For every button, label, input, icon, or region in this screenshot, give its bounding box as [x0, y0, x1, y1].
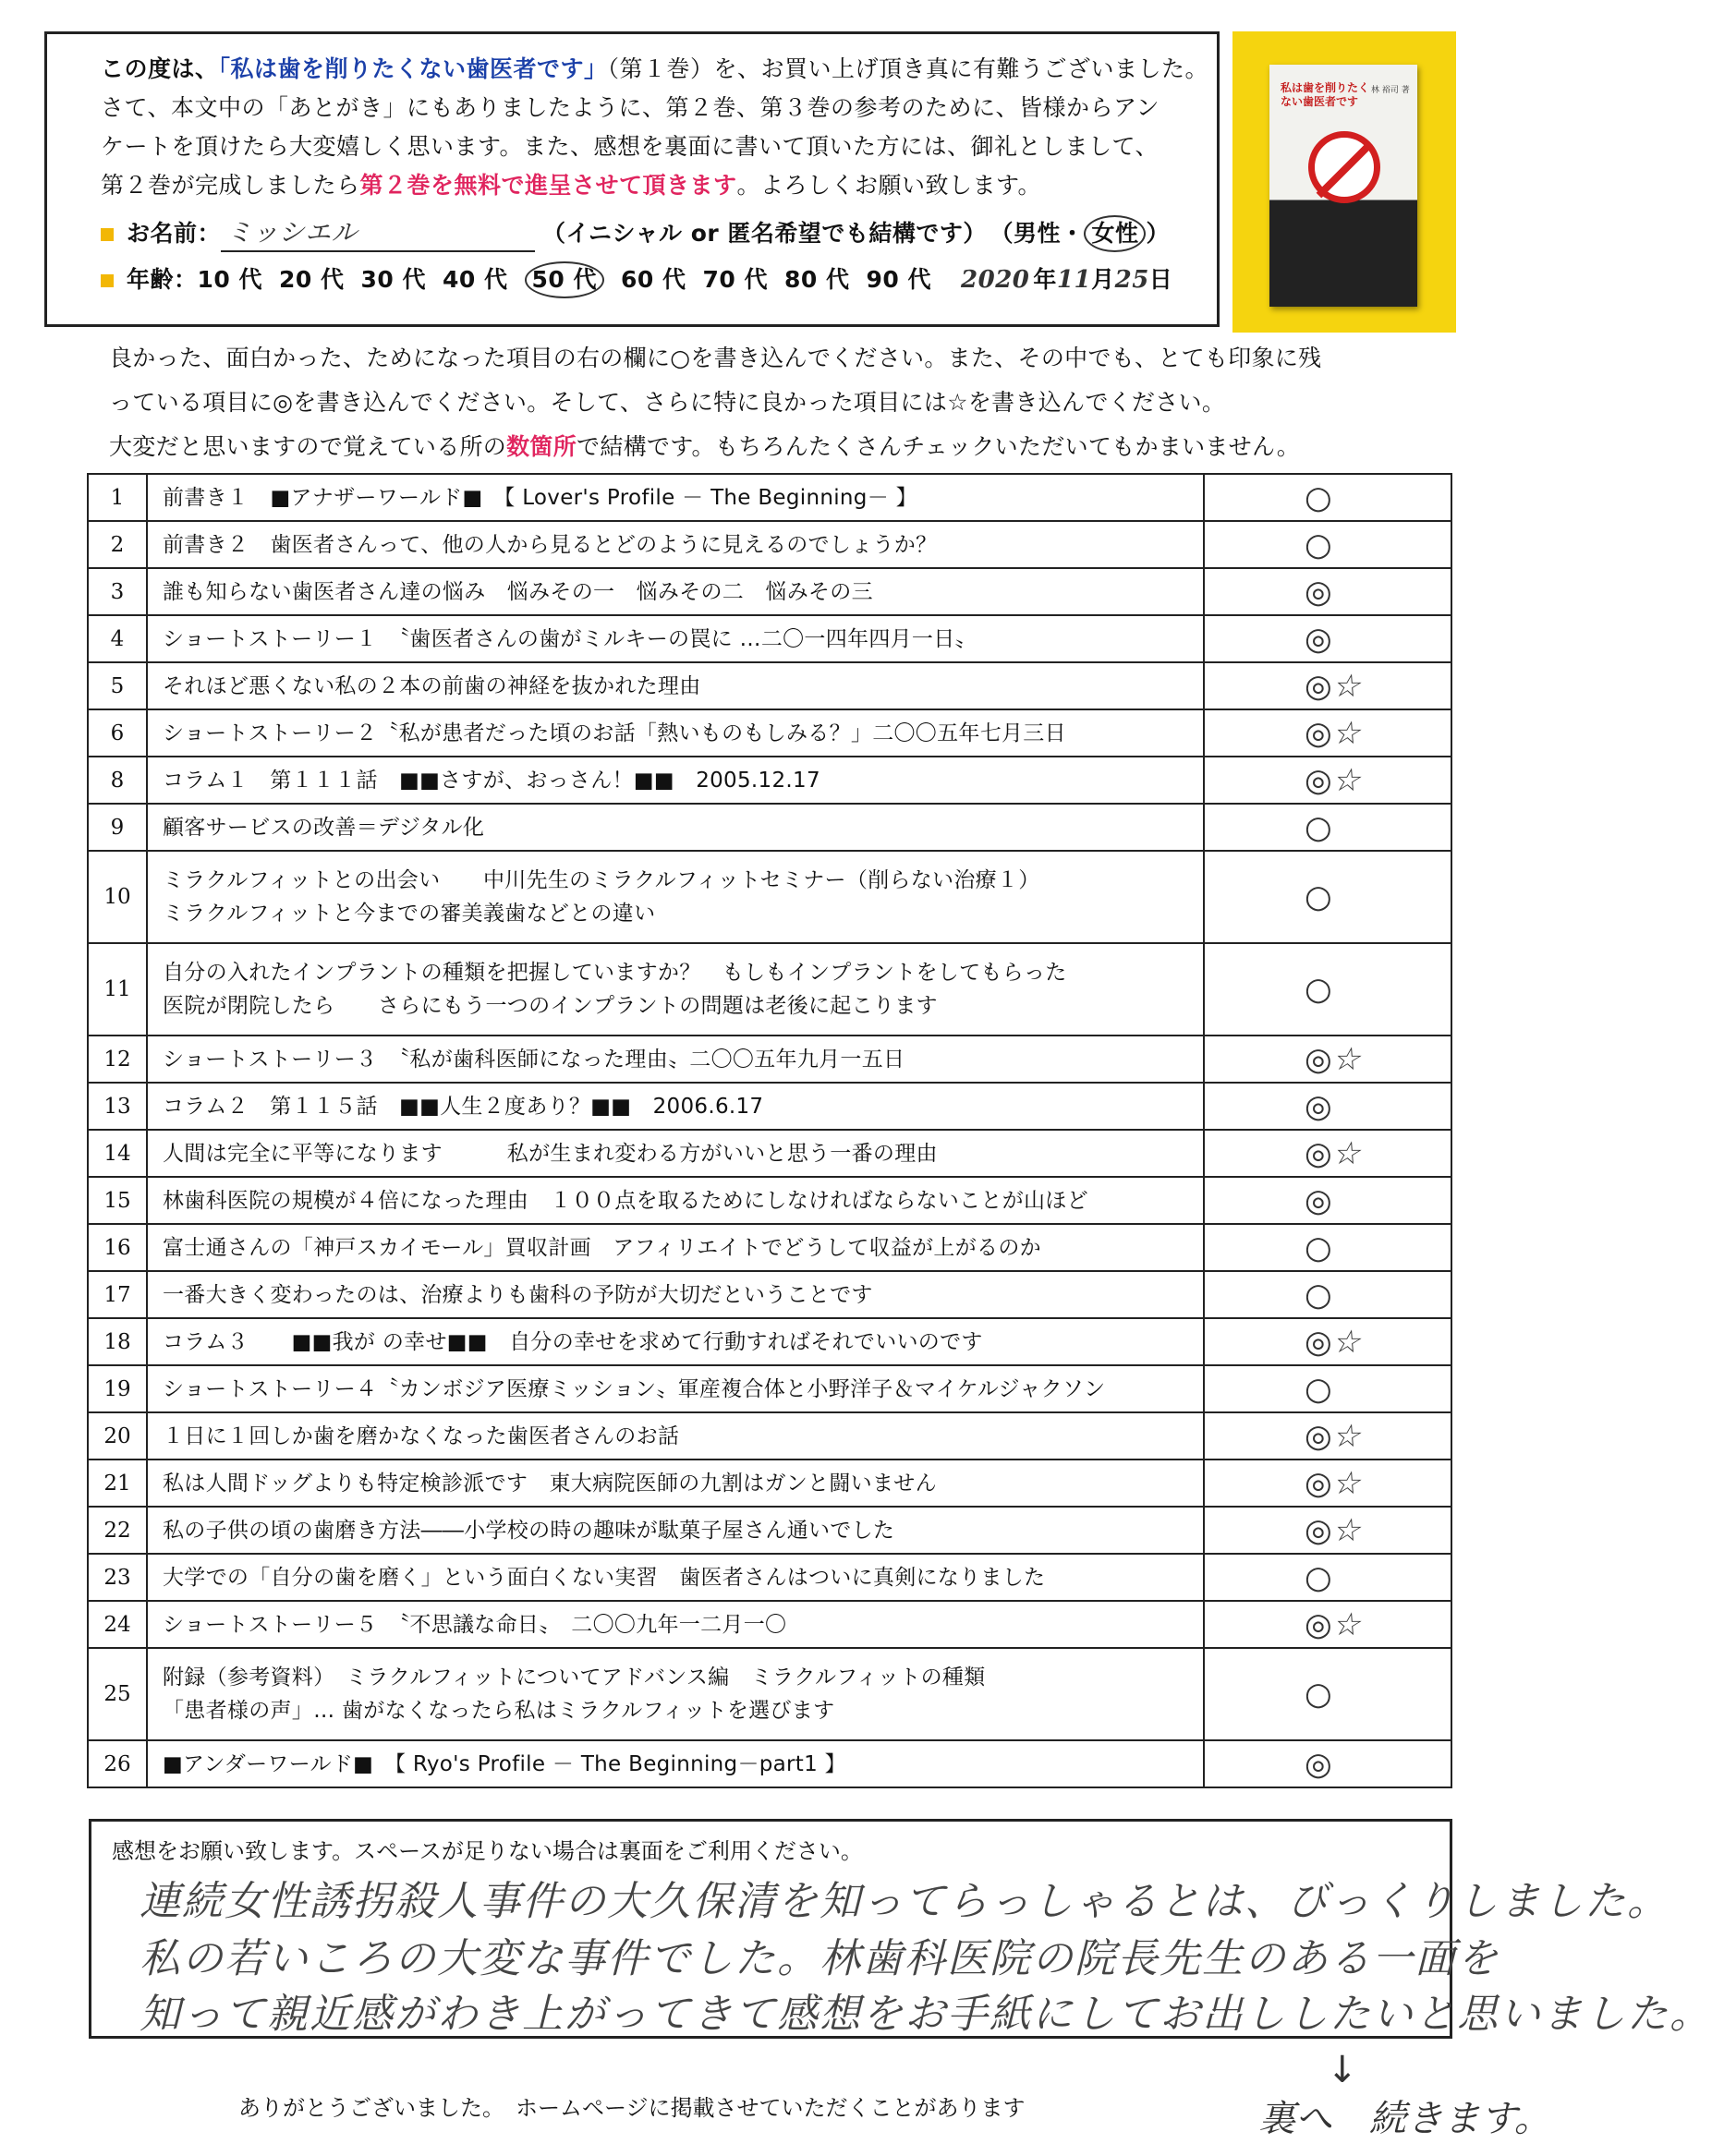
impression-line: 連続女性誘拐殺人事件の大久保清を知ってらっしゃるとは、びっくりしました。: [140, 1878, 1670, 1925]
item-number: 16: [88, 1224, 147, 1271]
table-row: [88, 804, 1451, 851]
intro-line-4: [101, 169, 1041, 202]
item-title: [147, 1318, 1204, 1365]
down-arrow-icon: ↓: [1327, 2049, 1358, 2091]
rating-mark[interactable]: ○: [1204, 1224, 1451, 1271]
impression-line: 知って親近感がわき上がってきて感想をお手紙にしてお出ししたいと思いました。: [140, 1991, 1712, 2038]
table-row: [88, 757, 1451, 804]
rating-mark[interactable]: ○: [1204, 851, 1451, 943]
intro-line-3: ケートを頂けたら大変嬉しく思います。また、感想を裏面に書いて頂いた方には、御礼としまして、: [101, 133, 1160, 160]
item-number: 17: [88, 1271, 147, 1318]
table-row: [88, 1740, 1451, 1787]
item-title: [147, 662, 1204, 709]
age-option[interactable]: 10 代: [197, 266, 263, 293]
name-row: [101, 215, 1170, 252]
item-number: 3: [88, 568, 147, 615]
item-title: [147, 1177, 1204, 1224]
instruction-line-3: [109, 430, 1300, 464]
item-title-line: ■アンダーワールド■ 【 Ryo's Profile － The Beginning－part1 】: [163, 1751, 846, 1776]
continue-note: 裏へ 続きます。: [1258, 2098, 1551, 2140]
item-title-line: 林歯科医院の規模が４倍になった理由 １００点を取るためにしなければならないことが山ほど: [163, 1188, 1088, 1213]
rating-mark[interactable]: ○: [1204, 943, 1451, 1036]
item-title-line: １日に１回しか歯を磨かなくなった歯医者さんのお話: [163, 1423, 680, 1448]
item-title-line: 富士通さんの「神戸スカイモール」買収計画 アフィリエイトでどうして収益が上がるのか: [163, 1235, 1041, 1260]
item-title-line: ミラクルフィットと今までの審美義歯などとの違い: [163, 902, 656, 926]
item-title-line: 附録（参考資料） ミラクルフィットについてアドバンス編 ミラクルフィットの種類: [163, 1665, 986, 1690]
age-option[interactable]: 50 代: [525, 261, 605, 298]
item-title: [147, 1036, 1204, 1083]
intro-line-1: [101, 53, 1208, 86]
age-option[interactable]: 60 代: [621, 266, 686, 293]
rating-mark[interactable]: ○: [1204, 1365, 1451, 1412]
age-label: 年齢：: [127, 266, 198, 293]
gender-open: （男性・: [1001, 220, 1085, 247]
item-number: 8: [88, 757, 147, 804]
date-year: 2020: [961, 266, 1030, 294]
item-title: [147, 568, 1204, 615]
item-title: [147, 521, 1204, 568]
item-title: [147, 1130, 1204, 1177]
table-row: [88, 662, 1451, 709]
age-option[interactable]: 20 代: [279, 266, 345, 293]
date-month: 11: [1056, 266, 1092, 294]
table-row: [88, 1036, 1451, 1083]
item-title-line: 前書き２ 歯医者さんって、他の人から見るとどのように見えるのでしょうか？: [163, 532, 938, 557]
item-title: [147, 1601, 1204, 1648]
table-row: [88, 1460, 1451, 1507]
instruction-line-1: 良かった、面白かった、ためになった項目の右の欄に○を書き込んでください。また、その中でも、とても印象に残: [109, 345, 1322, 371]
impression-box[interactable]: [89, 1819, 1712, 2039]
survey-table: [87, 473, 1452, 1788]
intro-line-4-lead: 第２巻が完成しましたら: [101, 172, 360, 199]
gender-close: ）: [1146, 220, 1170, 247]
item-title-line: 「患者様の声」… 歯がなくなったら私はミラクルフィットを選びます: [163, 1699, 835, 1723]
item-title-line: ショートストーリー３ 〝私が歯科医師になった理由〟二〇〇五年九月一五日: [163, 1047, 905, 1072]
item-title: [147, 943, 1204, 1036]
age-option[interactable]: 80 代: [784, 266, 850, 293]
rating-mark[interactable]: ◎☆: [1204, 1318, 1451, 1365]
item-title: [147, 1365, 1204, 1412]
table-row: [88, 1318, 1451, 1365]
item-title-line: 人間は完全に平等になります 私が生まれ変わる方がいいと思う一番の理由: [163, 1141, 938, 1166]
bullet-icon: [101, 274, 114, 287]
intro-book-title: 「私は歯を削りたくない歯医者です」: [218, 55, 608, 82]
instruction-highlight: 数箇所: [506, 433, 577, 460]
table-row: [88, 1601, 1451, 1648]
age-option[interactable]: 90 代: [866, 266, 932, 293]
rating-mark[interactable]: ◎☆: [1204, 1601, 1451, 1648]
item-title: [147, 709, 1204, 757]
table-row: [88, 1554, 1451, 1601]
rating-mark[interactable]: ◎☆: [1204, 1507, 1451, 1554]
table-row: [88, 1365, 1451, 1412]
rating-mark[interactable]: ○: [1204, 521, 1451, 568]
rating-mark[interactable]: ◎☆: [1204, 1036, 1451, 1083]
item-title: [147, 804, 1204, 851]
rating-mark[interactable]: ◎☆: [1204, 662, 1451, 709]
item-title: [147, 851, 1204, 943]
table-row: [88, 709, 1451, 757]
intro-free-offer: 第２巻を無料で進呈させて頂きます: [359, 172, 737, 199]
item-number: 1: [88, 474, 147, 521]
instruction-line-2: っている項目に◎を書き込んでください。そして、さらに特に良かった項目には☆を書き込んでください。: [109, 389, 1226, 416]
table-row: [88, 1648, 1451, 1740]
item-title: [147, 1554, 1204, 1601]
item-title: [147, 1507, 1204, 1554]
bullet-icon: [101, 228, 114, 241]
rating-mark[interactable]: ◎☆: [1204, 709, 1451, 757]
item-title: [147, 1648, 1204, 1740]
item-title: [147, 474, 1204, 521]
table-row: [88, 568, 1451, 615]
name-value: ミッシエル: [226, 217, 358, 248]
age-options: [198, 266, 949, 293]
item-number: 10: [88, 851, 147, 943]
item-number: 18: [88, 1318, 147, 1365]
rating-mark[interactable]: ◎☆: [1204, 1130, 1451, 1177]
book-cover-author: 林 裕司 著: [1371, 86, 1410, 95]
table-row: [88, 1083, 1451, 1130]
footer-thanks: ありがとうございました。 ホームページに掲載させていただくことがあります: [238, 2095, 1026, 2121]
item-title-line: 前書き１ ■アナザーワールド■ 【 Lover's Profile － The Beginning－ 】: [163, 485, 917, 510]
item-title-line: 一番大きく変わったのは、治療よりも歯科の予防が大切だということです: [163, 1282, 873, 1307]
rating-mark[interactable]: ◎☆: [1204, 1412, 1451, 1460]
name-label: お名前：: [127, 220, 222, 247]
age-option[interactable]: 30 代: [360, 266, 427, 293]
item-title-line: ミラクルフィットとの出会い 中川先生のミラクルフィットセミナー（削らない治療１）: [163, 868, 1040, 892]
book-cover-image: [1232, 31, 1456, 333]
table-row: [88, 521, 1451, 568]
item-number: 22: [88, 1507, 147, 1554]
date-day-label: 日: [1148, 266, 1173, 293]
age-option[interactable]: 70 代: [702, 266, 769, 293]
item-title: [147, 1271, 1204, 1318]
item-title-line: 顧客サービスの改善＝デジタル化: [163, 815, 485, 840]
item-title-line: ショートストーリー４〝カンボジア医療ミッション〟軍産複合体と小野洋子＆マイケルジャクソン: [163, 1376, 1106, 1401]
item-title: [147, 1740, 1204, 1787]
rating-mark[interactable]: ◎: [1204, 615, 1451, 662]
item-number: 4: [88, 615, 147, 662]
intro-lead: この度は、: [101, 55, 219, 82]
item-title-line: ショートストーリー５ 〝不思議な命日〟 二〇〇九年一二月一〇: [163, 1612, 787, 1637]
table-row: [88, 1412, 1451, 1460]
table-row: [88, 1507, 1451, 1554]
item-number: 20: [88, 1412, 147, 1460]
rating-mark[interactable]: ◎☆: [1204, 757, 1451, 804]
no-drill-icon: [1308, 131, 1380, 203]
item-title: [147, 757, 1204, 804]
name-field[interactable]: [221, 216, 535, 252]
instruction-line-3-lead: 大変だと思いますので覚えている所の: [109, 433, 507, 460]
table-row: [88, 615, 1451, 662]
item-title-line: それほど悪くない私の２本の前歯の神経を抜かれた理由: [163, 673, 701, 698]
item-title-line: コラム１ 第１１１話 ■■さすが、おっさん！■■ 2005.12.17: [163, 768, 820, 793]
rating-mark[interactable]: ◎: [1204, 568, 1451, 615]
item-title-line: ショートストーリー２〝私が患者だった頃のお話「熱いものもしみる？」二〇〇五年七月三日: [163, 721, 1066, 745]
intro-line-1-rest: （第１巻）を、お買い上げ頂き真に有難うございました。: [607, 55, 1209, 82]
table-row: [88, 1130, 1451, 1177]
item-title-line: 私の子供の頃の歯磨き方法――小学校の時の趣味が駄菓子屋さん通いでした: [163, 1518, 895, 1543]
date-month-label: 月: [1091, 266, 1115, 293]
item-number: 5: [88, 662, 147, 709]
item-number: 2: [88, 521, 147, 568]
impression-prompt: 感想をお願い致します。スペースが足りない場合は裏面をご利用ください。: [112, 1838, 863, 1864]
item-number: 9: [88, 804, 147, 851]
rating-mark[interactable]: ◎: [1204, 1740, 1451, 1787]
table-row: [88, 1271, 1451, 1318]
item-title: [147, 1460, 1204, 1507]
rating-mark[interactable]: ○: [1204, 1648, 1451, 1740]
item-number: 11: [88, 943, 147, 1036]
item-title-line: コラム２ 第１１５話 ■■人生２度あり？■■ 2006.6.17: [163, 1094, 764, 1119]
rating-mark[interactable]: ○: [1204, 1271, 1451, 1318]
item-number: 21: [88, 1460, 147, 1507]
item-number: 26: [88, 1740, 147, 1787]
item-title: [147, 615, 1204, 662]
intro-line-4-rest: 。よろしくお願い致します。: [736, 172, 1042, 199]
item-number: 23: [88, 1554, 147, 1601]
item-title-line: 誰も知らない歯医者さん達の悩み 悩みその一 悩みその二 悩みその三: [163, 579, 873, 604]
item-title-line: ショートストーリー１ 〝歯医者さんの歯がミルキーの罠に …二〇一四年四月一日〟: [163, 626, 977, 651]
instruction-line-3-rest: で結構です。もちろんたくさんチェックいただいてもかまいません。: [577, 433, 1301, 460]
book-cover-title: 私は歯を削りたくない歯医者です: [1281, 81, 1370, 108]
table-row: [88, 943, 1451, 1036]
table-row: [88, 851, 1451, 943]
date-year-label: 年: [1033, 266, 1057, 293]
item-number: 6: [88, 709, 147, 757]
item-title: [147, 1412, 1204, 1460]
rating-mark[interactable]: ◎: [1204, 1177, 1451, 1224]
rating-mark[interactable]: ○: [1204, 804, 1451, 851]
item-number: 19: [88, 1365, 147, 1412]
gender-selected[interactable]: 女性: [1084, 215, 1146, 252]
table-row: [88, 1224, 1451, 1271]
rating-mark[interactable]: ○: [1204, 474, 1451, 521]
item-number: 14: [88, 1130, 147, 1177]
item-title-line: コラム３ ■■我が の幸せ■■ 自分の幸せを求めて行動すればそれでいいのです: [163, 1329, 983, 1354]
item-title-line: 医院が閉院したら さらにもう一つのインプラントの問題は老後に起こります: [163, 994, 938, 1018]
item-title-line: 私は人間ドッグよりも特定検診派です 東大病院医師の九割はガンと闘いません: [163, 1471, 937, 1496]
table-row: [88, 474, 1451, 521]
survey-body: [88, 474, 1451, 1787]
rating-mark[interactable]: ○: [1204, 1554, 1451, 1601]
item-title: [147, 1224, 1204, 1271]
item-title-line: 大学での「自分の歯を磨く」という面白くない実習 歯医者さんはついに真剣になりました: [163, 1565, 1046, 1590]
intro-box: [44, 31, 1220, 327]
rating-mark[interactable]: ◎: [1204, 1083, 1451, 1130]
name-note: （イニシャル or 匿名希望でも結構です）: [542, 220, 987, 247]
item-title-line: 自分の入れたインプラントの種類を把握していますか？ もしもインプラントをしてもらった: [163, 961, 1067, 985]
book-cover: [1269, 65, 1417, 307]
date-day: 25: [1114, 266, 1149, 294]
item-number: 15: [88, 1177, 147, 1224]
age-row: [101, 261, 1172, 298]
item-title: [147, 1083, 1204, 1130]
age-option[interactable]: 40 代: [443, 266, 508, 293]
item-number: 25: [88, 1648, 147, 1740]
intro-line-2: さて、本文中の「あとがき」にもありましたように、第２巻、第３巻の参考のために、皆様からアン: [101, 94, 1160, 121]
impression-line: 私の若いころの大変な事件でした。林歯科医院の院長先生のある一面を: [140, 1935, 1500, 1982]
item-number: 13: [88, 1083, 147, 1130]
table-row: [88, 1177, 1451, 1224]
rating-mark[interactable]: ◎☆: [1204, 1460, 1451, 1507]
item-number: 12: [88, 1036, 147, 1083]
item-number: 24: [88, 1601, 147, 1648]
